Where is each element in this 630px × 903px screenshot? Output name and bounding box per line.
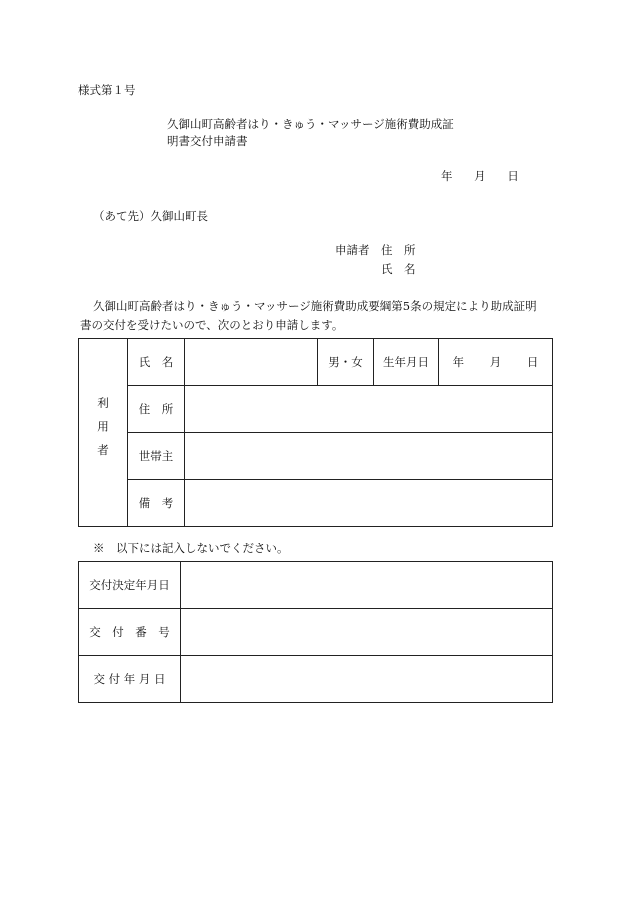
address-field[interactable] xyxy=(185,386,553,433)
form-number: 様式第１号 xyxy=(78,83,136,97)
applicant-address-label: 住 所 xyxy=(381,243,416,257)
applicant-name-label: 氏 名 xyxy=(381,262,416,276)
user-section-label-cell xyxy=(79,339,128,527)
office-use-note: ※ 以下には記入しないでください。 xyxy=(93,541,289,555)
applicant-label: 申請者 xyxy=(335,243,370,257)
issue-date-label: 交 付 年 月 日 xyxy=(79,656,181,703)
issue-number-field xyxy=(181,609,553,656)
addressee: （あて先）久御山町長 xyxy=(93,209,208,223)
date-month: 月 xyxy=(474,169,486,183)
name-label: 氏 名 xyxy=(128,339,185,386)
issue-number-label: 交 付 番 号 xyxy=(79,609,181,656)
form-title-line1: 久御山町高齢者はり・きゅう・マッサージ施術費助成証 xyxy=(167,117,454,131)
remarks-field[interactable] xyxy=(185,480,553,527)
date-day: 日 xyxy=(507,169,519,183)
birth-day: 日 xyxy=(526,355,539,369)
user-info-table xyxy=(78,338,553,527)
date-year: 年 xyxy=(441,169,453,183)
birthdate-label: 生年月日 xyxy=(374,339,439,386)
household-head-field[interactable] xyxy=(185,433,553,480)
household-head-label: 世帯主 xyxy=(128,433,185,480)
application-date xyxy=(441,168,537,184)
birth-month: 月 xyxy=(489,355,502,369)
birthdate-field[interactable] xyxy=(439,339,553,386)
birth-year: 年 xyxy=(452,355,465,369)
decision-date-field xyxy=(181,562,553,609)
gender-field[interactable]: 男・女 xyxy=(318,339,374,386)
office-use-table xyxy=(78,561,553,703)
statement-line2: 書の交付を受けたいので、次のとおり申請します。 xyxy=(80,318,344,332)
form-title-line2: 明書交付申請書 xyxy=(167,134,248,148)
decision-date-label: 交付決定年月日 xyxy=(79,562,181,609)
name-field[interactable] xyxy=(185,339,318,386)
statement-line1: 久御山町高齢者はり・きゅう・マッサージ施術費助成要綱第5条の規定により助成証明 xyxy=(93,299,537,313)
issue-date-field xyxy=(181,656,553,703)
address-label: 住 所 xyxy=(128,386,185,433)
user-section-label: 利用者 xyxy=(96,397,110,468)
remarks-label: 備 考 xyxy=(128,480,185,527)
